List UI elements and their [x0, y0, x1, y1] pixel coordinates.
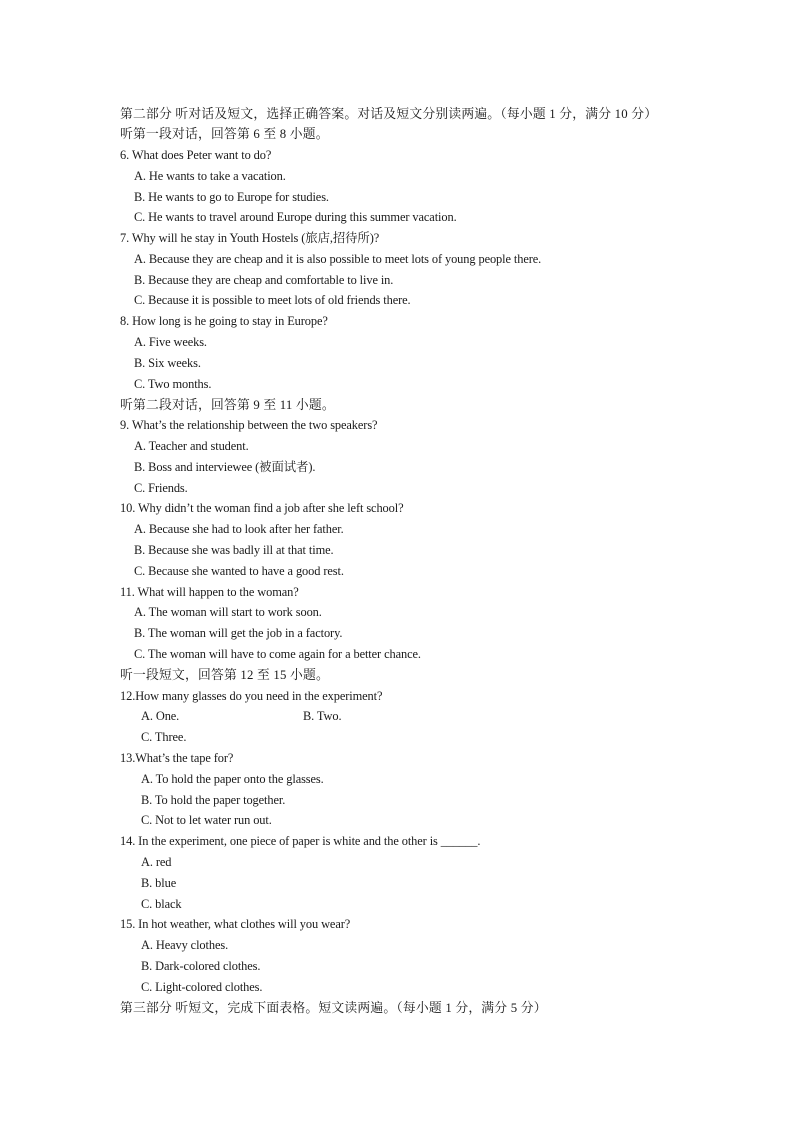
- q15-option-c: C. Light-colored clothes.: [141, 980, 263, 994]
- q15-option-a: A. Heavy clothes.: [141, 938, 229, 952]
- q12-option-b: B. Two.: [303, 709, 342, 723]
- question-8: 8. How long is he going to stay in Europe?: [120, 314, 328, 328]
- q10-option-c: C. Because she wanted to have a good rest.: [134, 564, 344, 578]
- q11-option-b: B. The woman will get the job in a factory.: [134, 626, 343, 640]
- q11-option-a: A. The woman will start to work soon.: [134, 605, 322, 619]
- q14-option-b: B. blue: [141, 876, 177, 890]
- q14-option-c: C. black: [141, 897, 182, 911]
- q8-option-a: A. Five weeks.: [134, 335, 207, 349]
- question-15: 15. In hot weather, what clothes will you wear?: [120, 917, 351, 931]
- q12-option-c: C. Three.: [141, 730, 187, 744]
- q9-option-c: C. Friends.: [134, 481, 188, 495]
- question-10: 10. Why didn’t the woman find a job after she left school?: [120, 501, 404, 515]
- q6-option-a: A. He wants to take a vacation.: [134, 169, 286, 183]
- q12-option-a: A. One.: [141, 709, 180, 723]
- q13-option-a: A. To hold the paper onto the glasses.: [141, 772, 324, 786]
- q7-option-b: B. Because they are cheap and comfortable to live in.: [134, 273, 394, 287]
- q14-option-a: A. red: [141, 855, 172, 869]
- q9-option-a: A. Teacher and student.: [134, 439, 249, 453]
- q11-option-c: C. The woman will have to come again for a better chance.: [134, 647, 421, 661]
- q10-option-b: B. Because she was badly ill at that time.: [134, 543, 334, 557]
- q8-option-b: B. Six weeks.: [134, 356, 201, 370]
- question-13: 13.What’s the tape for?: [120, 751, 234, 765]
- passage-instruction: 听一段短文，回答第 12 至 15 小题。: [120, 668, 329, 682]
- question-9: 9. What’s the relationship between the two speakers?: [120, 418, 378, 432]
- q6-option-b: B. He wants to go to Europe for studies.: [134, 190, 329, 204]
- q7-option-a: A. Because they are cheap and it is also possible to meet lots of young people there.: [134, 252, 542, 266]
- dialog1-instruction: 听第一段对话，回答第 6 至 8 小题。: [120, 127, 329, 141]
- q13-option-b: B. To hold the paper together.: [141, 793, 286, 807]
- q13-option-c: C. Not to let water run out.: [141, 813, 272, 827]
- dialog2-instruction: 听第二段对话，回答第 9 至 11 小题。: [120, 398, 335, 412]
- q10-option-a: A. Because she had to look after her father.: [134, 522, 344, 536]
- question-7: 7. Why will he stay in Youth Hostels (旅店,招待所)?: [120, 231, 380, 245]
- part2-header: 第二部分 听对话及短文，选择正确答案。对话及短文分别读两遍。（每小题 1 分，满分 10 分）: [120, 107, 658, 121]
- question-14: 14. In the experiment, one piece of paper is white and the other is ______.: [120, 834, 481, 848]
- question-11: 11. What will happen to the woman?: [120, 585, 299, 599]
- q9-option-b: B. Boss and interviewee (被面试者).: [134, 460, 316, 474]
- q8-option-c: C. Two months.: [134, 377, 212, 391]
- part3-header: 第三部分 听短文，完成下面表格。短文读两遍。（每小题 1 分，满分 5 分）: [120, 1001, 547, 1015]
- question-12: 12.How many glasses do you need in the experiment?: [120, 689, 383, 703]
- q7-option-c: C. Because it is possible to meet lots of old friends there.: [134, 293, 411, 307]
- q6-option-c: C. He wants to travel around Europe during this summer vacation.: [134, 210, 457, 224]
- q15-option-b: B. Dark-colored clothes.: [141, 959, 261, 973]
- question-6: 6. What does Peter want to do?: [120, 148, 272, 162]
